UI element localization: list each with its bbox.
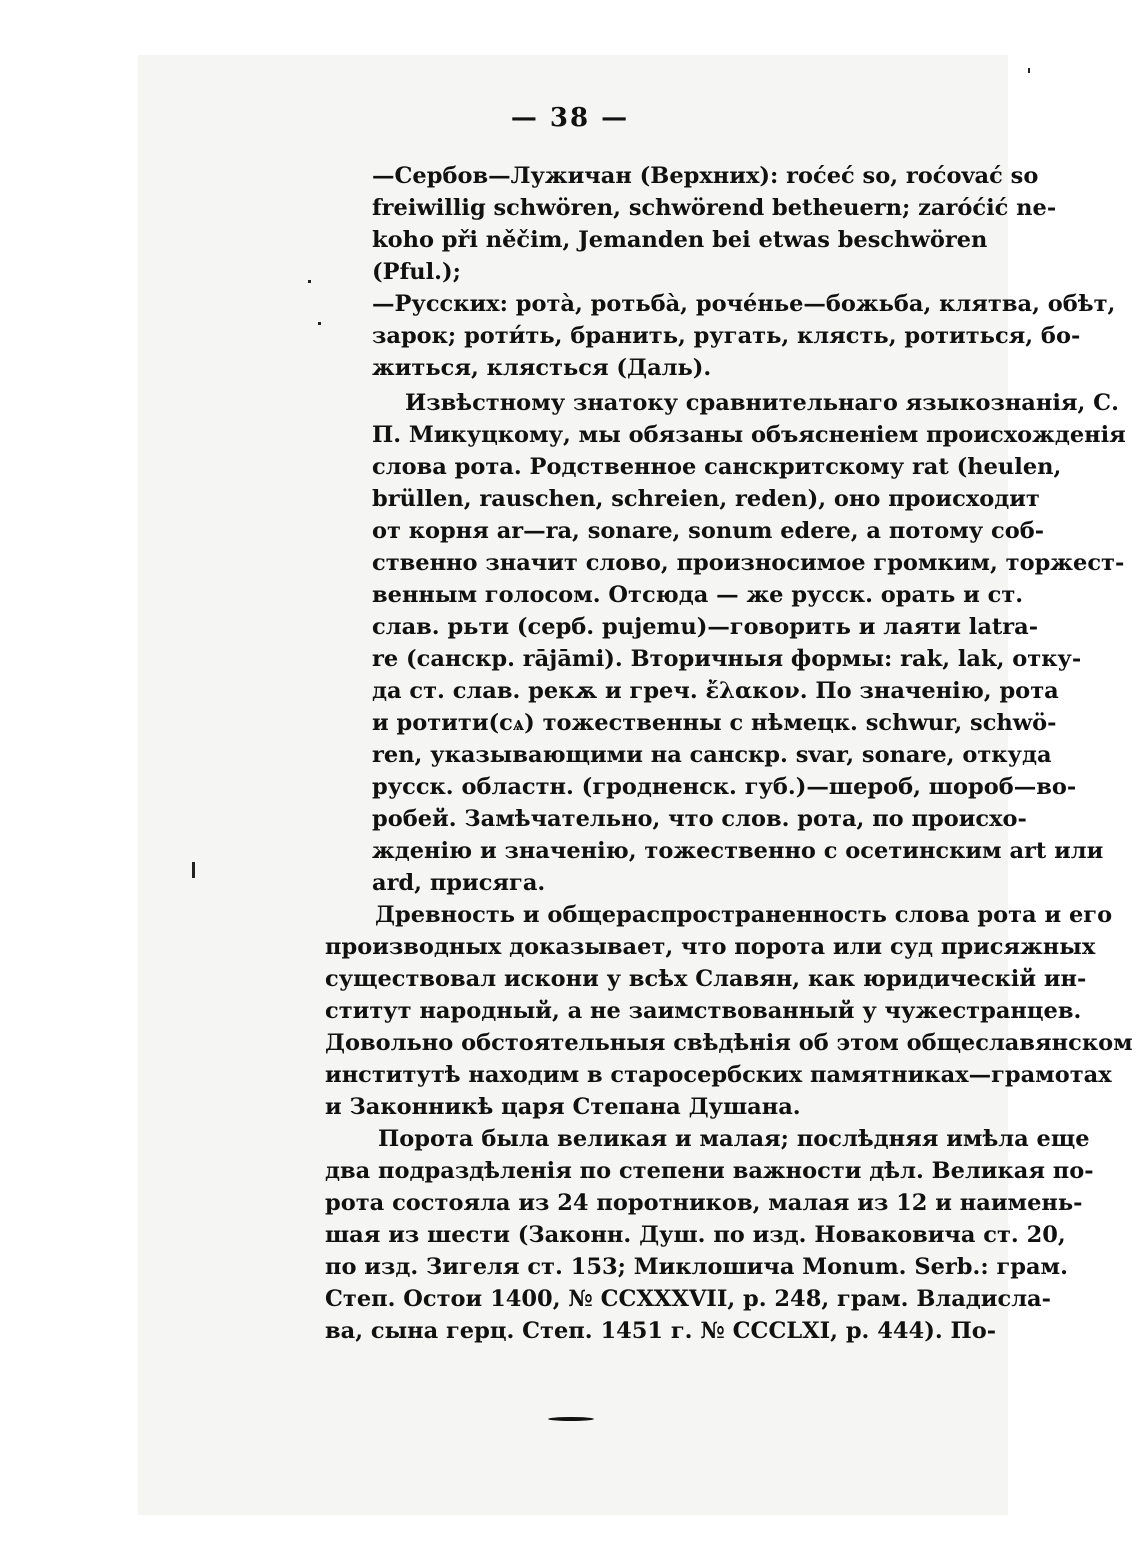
text-line: Порота была великая и малая; послѣдняя имѣла еще: [378, 1126, 1090, 1152]
text-line: да ст. слав. рекѫ и греч. ἔλακον. По значенію, рота: [372, 678, 1059, 704]
text-line: русск. областн. (гродненск. губ.)—шероб, шороб—во-: [372, 774, 1077, 800]
end-ornament: [548, 1417, 594, 1421]
text-line: П. Микуцкому, мы обязаны объясненіем происхожденія: [372, 422, 1126, 448]
text-line: freiwillig schwören, schwörend betheuern; zaróćić ne-: [372, 195, 1057, 221]
text-line: и Законникѣ царя Степана Душана.: [325, 1094, 801, 1120]
text-line: институтѣ находим в старосербских памятниках—грамотах: [325, 1062, 1112, 1088]
text-line: re (санскр. rājāmi). Вторичныя формы: rak, lak, отку-: [372, 646, 1082, 672]
text-line: житься, клясться (Даль).: [372, 355, 712, 381]
text-line: слова рота. Родственное санскритскому rat (heulen,: [372, 454, 1062, 480]
text-line: (Pful.);: [372, 259, 461, 285]
text-line: рота состояла из 24 поротников, малая из 12 и наимень-: [325, 1190, 1083, 1216]
text-line: —Русских: ротà, ротьбà, роче́нье—божьба, клятва, обѣт,: [372, 291, 1116, 317]
text-line: Извѣстному знатоку сравнительнаго языкознанія, С.: [405, 390, 1119, 416]
text-line: Довольно обстоятельныя свѣдѣнія об этом общеславянском: [325, 1030, 1133, 1056]
text-line: от корня ar—ra, sonare, sonum edere, а потому соб-: [372, 518, 1045, 544]
page-number: — 38 —: [510, 103, 630, 133]
text-line: ститут народный, а не заимствованный у чужестранцев.: [325, 998, 1082, 1024]
margin-mark: [192, 862, 195, 878]
text-line: шая из шести (Законн. Душ. по изд. Новаковича ст. 20,: [325, 1222, 1066, 1248]
text-line: ственно значит слово, произносимое громким, торжест-: [372, 550, 1125, 576]
text-line: и ротити(сѧ) тожественны с нѣмецк. schwur, schwö-: [372, 710, 1057, 736]
text-line: существовал искони у всѣх Славян, как юридическій ин-: [325, 966, 1087, 992]
margin-dot: [308, 280, 311, 283]
text-line: робей. Замѣчательно, что слов. рота, по происхо-: [372, 806, 1027, 832]
text-line: ва, сына герц. Степ. 1451 г. № CCCLXI, p. 444). По-: [325, 1318, 997, 1344]
text-line: венным голосом. Отсюда — же русск. орать и ст.: [372, 582, 1024, 608]
text-line: по изд. Зигеля ст. 153; Миклошича Monum. Serb.: грам.: [325, 1254, 1068, 1280]
text-line: ren, указывающими на санскр. svar, sonare, откуда: [372, 742, 1052, 768]
text-line: koho při něčim, Jemanden bei etwas beschwören: [372, 227, 988, 253]
margin-dot: [1028, 68, 1030, 73]
text-line: производных доказывает, что порота или суд присяжных: [325, 934, 1096, 960]
text-line: brüllen, rauschen, schreien, reden), оно происходит: [372, 486, 1040, 512]
text-line: ard, присяга.: [372, 870, 546, 896]
text-line: Степ. Остои 1400, № CCXXXVII, p. 248, грам. Владисла-: [325, 1286, 1051, 1312]
text-line: два подраздѣленія по степени важности дѣл. Великая по-: [325, 1158, 1094, 1184]
text-line: зарок; роти́ть, бранить, ругать, клясть, ротиться, бо-: [372, 323, 1081, 349]
text-line: слав. рьти (серб. pujemu)—говорить и лаяти latra-: [372, 614, 1039, 640]
text-line: —Сербов—Лужичан (Верхних): roćeć so, roćovać so: [372, 163, 1039, 189]
text-line: жденію и значенію, тожественно с осетинским art или: [372, 838, 1104, 864]
margin-dot: [318, 322, 321, 325]
text-line: Древность и общераспространенность слова рота и его: [375, 902, 1113, 928]
